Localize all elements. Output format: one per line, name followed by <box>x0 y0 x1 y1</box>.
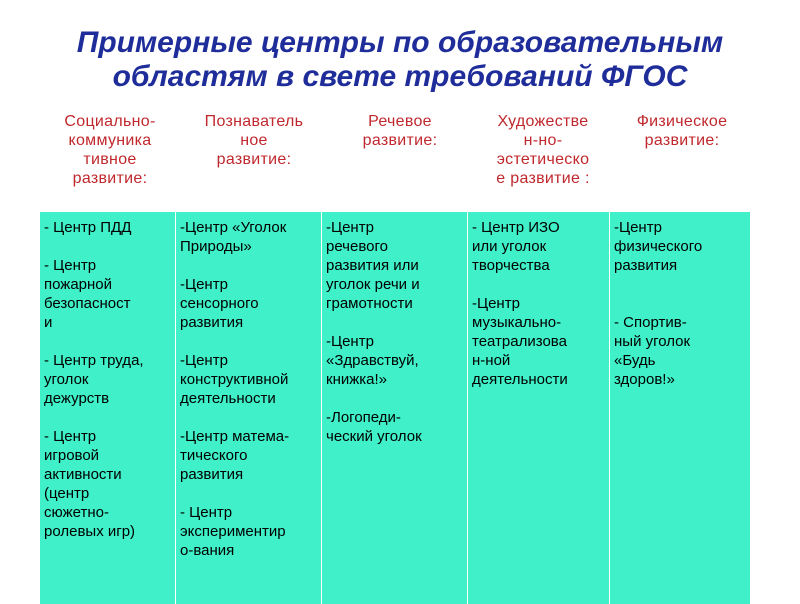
header-cognitive: Познаватель ное развитие: <box>204 113 304 168</box>
list-item: - Центр игровой активности (центр сюжетно- ролевых игр) <box>44 428 136 540</box>
header-social: Социально- коммуника тивное развитие: <box>64 113 156 187</box>
header-physical: Физическое развитие: <box>636 113 728 149</box>
centers-table <box>40 210 750 604</box>
column-physical <box>610 212 750 604</box>
table-header-row <box>40 112 750 188</box>
header-artistic: Художестве н-но- эстетическо е развитие : <box>496 113 590 187</box>
column-social <box>40 212 176 604</box>
list-item: - Центр ПДД <box>44 219 132 236</box>
list-item: -Центр «Здравствуй, книжка!» <box>326 333 419 388</box>
list-item: -Центр «Уголок Природы» <box>180 219 287 255</box>
list-item: - Спортив- ный уголок «Будь здоров!» <box>614 314 691 388</box>
list-item: -Логопеди- ческий уголок <box>326 409 422 445</box>
list-item: -Центр речевого развития или уголок речи и грамотности <box>326 219 420 312</box>
header-speech: Речевое развитие: <box>362 113 438 149</box>
list-item: -Центр физического развития <box>614 219 703 274</box>
column-cognitive <box>176 212 322 604</box>
list-item: - Центр экспериментир о-вания <box>180 504 286 559</box>
list-item: - Центр пожарной безопасност и <box>44 257 131 331</box>
list-item: - Центр ИЗО или уголок творчества <box>472 219 560 274</box>
list-item: -Центр матема- тического развития <box>180 428 290 483</box>
column-speech <box>322 212 468 604</box>
column-artistic <box>468 212 610 604</box>
list-item: -Центр конструктивной деятельности <box>180 352 289 407</box>
slide-title: Примерные центры по образовательным областям в свете требований ФГОС <box>76 26 724 93</box>
list-item: -Центр сенсорного развития <box>180 276 259 331</box>
list-item: -Центр музыкально- театрализова н-ной деятельности <box>472 295 568 388</box>
list-item: - Центр труда, уголок дежурств <box>44 352 144 407</box>
